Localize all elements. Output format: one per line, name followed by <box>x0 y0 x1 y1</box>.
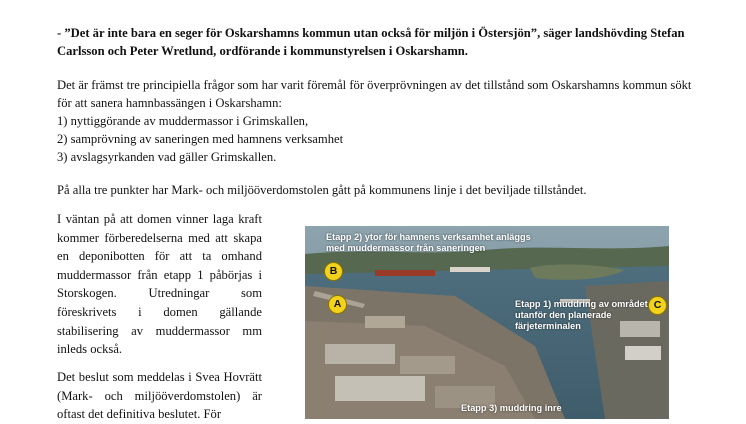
list-item: 3) avslagsyrkanden vad gäller Grimskallen. <box>57 150 277 164</box>
intro-paragraph: Det är främst tre principiella frågor som har varit föremål för överprövningen av det tillstånd som Oskarshamns kommun sökt för att sanera hamnbassängen i Oskarshamn: <box>57 78 692 110</box>
left-column-paragraph-1 <box>57 210 262 359</box>
stage-2-caption: Etapp 2) ytor för hamnens verksamhet anläggs med muddermassor från saneringen <box>326 232 531 253</box>
list-item: 1) nyttiggörande av muddermassor i Grimskallen, <box>57 114 309 128</box>
preparation-text: I väntan på att domen vinner laga kraft kommer förberedelserna med att skapa en deponibotten för att ta omhand muddermassor från etapp 1 påbörjas i Storskogen. Utredningar som föreskrivets i domen gällande stabilisering av muddermassor mm inleds också. <box>57 212 262 357</box>
marker-c: C <box>648 296 667 315</box>
issue-list <box>57 112 697 166</box>
stage-3-caption: Etapp 3) muddring inre <box>461 403 562 413</box>
lead-quote: - ”Det är inte bara en seger för Oskarshamns kommun utan också för miljön i Östersjön”, säger landshövding Stefan Carlsson och Peter Wretlund, ordförande i kommunstyrelsen i Oskarshamn. <box>57 26 685 58</box>
marker-b: B <box>324 262 343 281</box>
left-column-paragraph-2 <box>57 368 262 424</box>
court-decision-text: Det beslut som meddelas i Svea Hovrätt (Mark- och miljööverdomstolen) är oftast det definitiva beslutet. För <box>57 370 262 422</box>
harbor-aerial-photo <box>305 226 669 419</box>
ruling-paragraph: På alla tre punkter har Mark- och miljööverdomstolen gått på kommunens linje i det beviljade tillståndet. <box>57 183 587 197</box>
article-top <box>57 24 697 199</box>
stage-1-caption: Etapp 1) muddring av området utanför den planerade färjeterminalen <box>515 299 648 331</box>
marker-a: A <box>328 295 347 314</box>
list-item: 2) samprövning av saneringen med hamnens verksamhet <box>57 132 344 146</box>
